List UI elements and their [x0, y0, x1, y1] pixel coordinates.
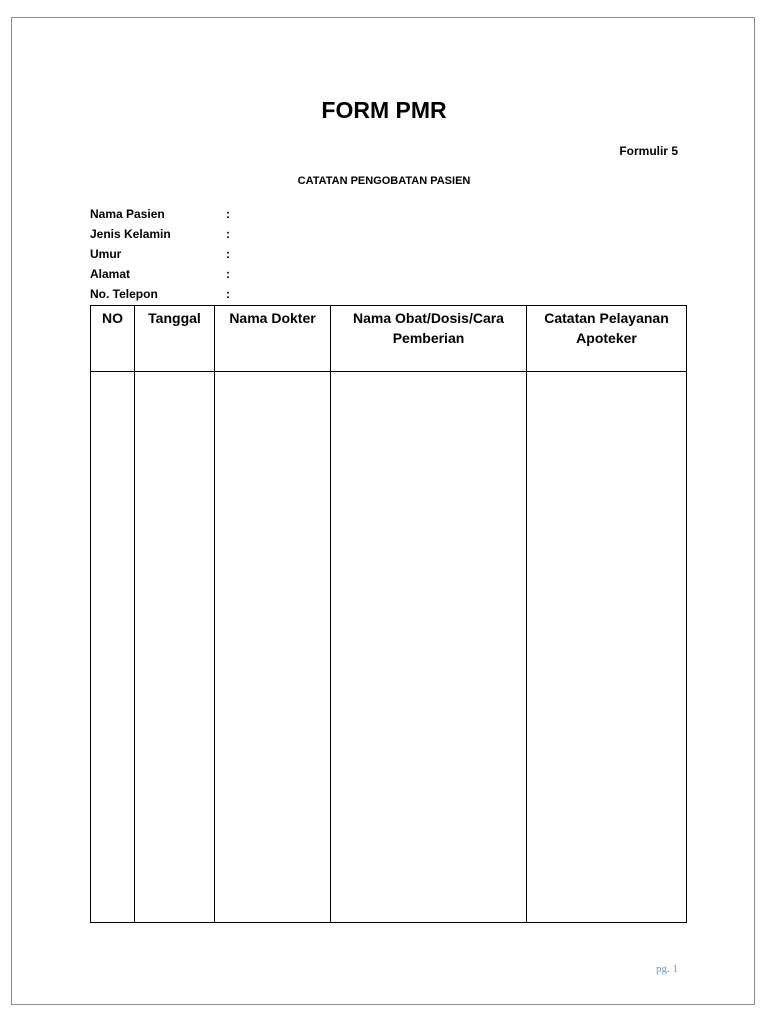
field-separator: :: [226, 247, 230, 261]
field-label-no-telepon: No. Telepon: [90, 287, 158, 301]
field-row-umur: [90, 244, 490, 264]
medication-record-table: [90, 305, 687, 923]
table-row: [91, 372, 687, 923]
cell-no[interactable]: [91, 372, 135, 923]
field-row-alamat: [90, 264, 490, 284]
column-header-nama-dokter: Nama Dokter: [215, 306, 331, 372]
field-label-alamat: Alamat: [90, 267, 131, 281]
field-separator: :: [226, 287, 230, 301]
cell-nama-dokter[interactable]: [215, 372, 331, 923]
column-header-catatan-pelayanan: Catatan Pelayanan Apoteker: [527, 306, 687, 372]
field-label-nama-pasien: Nama Pasien: [90, 207, 165, 221]
page-number: pg. 1: [656, 963, 678, 975]
field-row-nama-pasien: [90, 204, 490, 224]
column-header-nama-obat: Nama Obat/Dosis/Cara Pemberian: [331, 306, 527, 372]
field-separator: :: [226, 227, 230, 241]
form-number: Formulir 5: [619, 144, 678, 158]
column-header-no: NO: [91, 306, 135, 372]
field-row-no-telepon: [90, 284, 490, 304]
field-separator: :: [226, 207, 230, 221]
cell-nama-obat[interactable]: [331, 372, 527, 923]
patient-info-fields: [90, 204, 490, 304]
field-separator: :: [226, 267, 230, 281]
document-subtitle: CATATAN PENGOBATAN PASIEN: [297, 175, 471, 187]
column-header-tanggal: Tanggal: [135, 306, 215, 372]
cell-tanggal[interactable]: [135, 372, 215, 923]
document-title: FORM PMR: [321, 97, 447, 123]
field-label-umur: Umur: [90, 247, 122, 261]
field-row-jenis-kelamin: [90, 224, 490, 244]
cell-catatan-pelayanan[interactable]: [527, 372, 687, 923]
table-header-row: [91, 306, 687, 372]
field-label-jenis-kelamin: Jenis Kelamin: [90, 227, 171, 241]
